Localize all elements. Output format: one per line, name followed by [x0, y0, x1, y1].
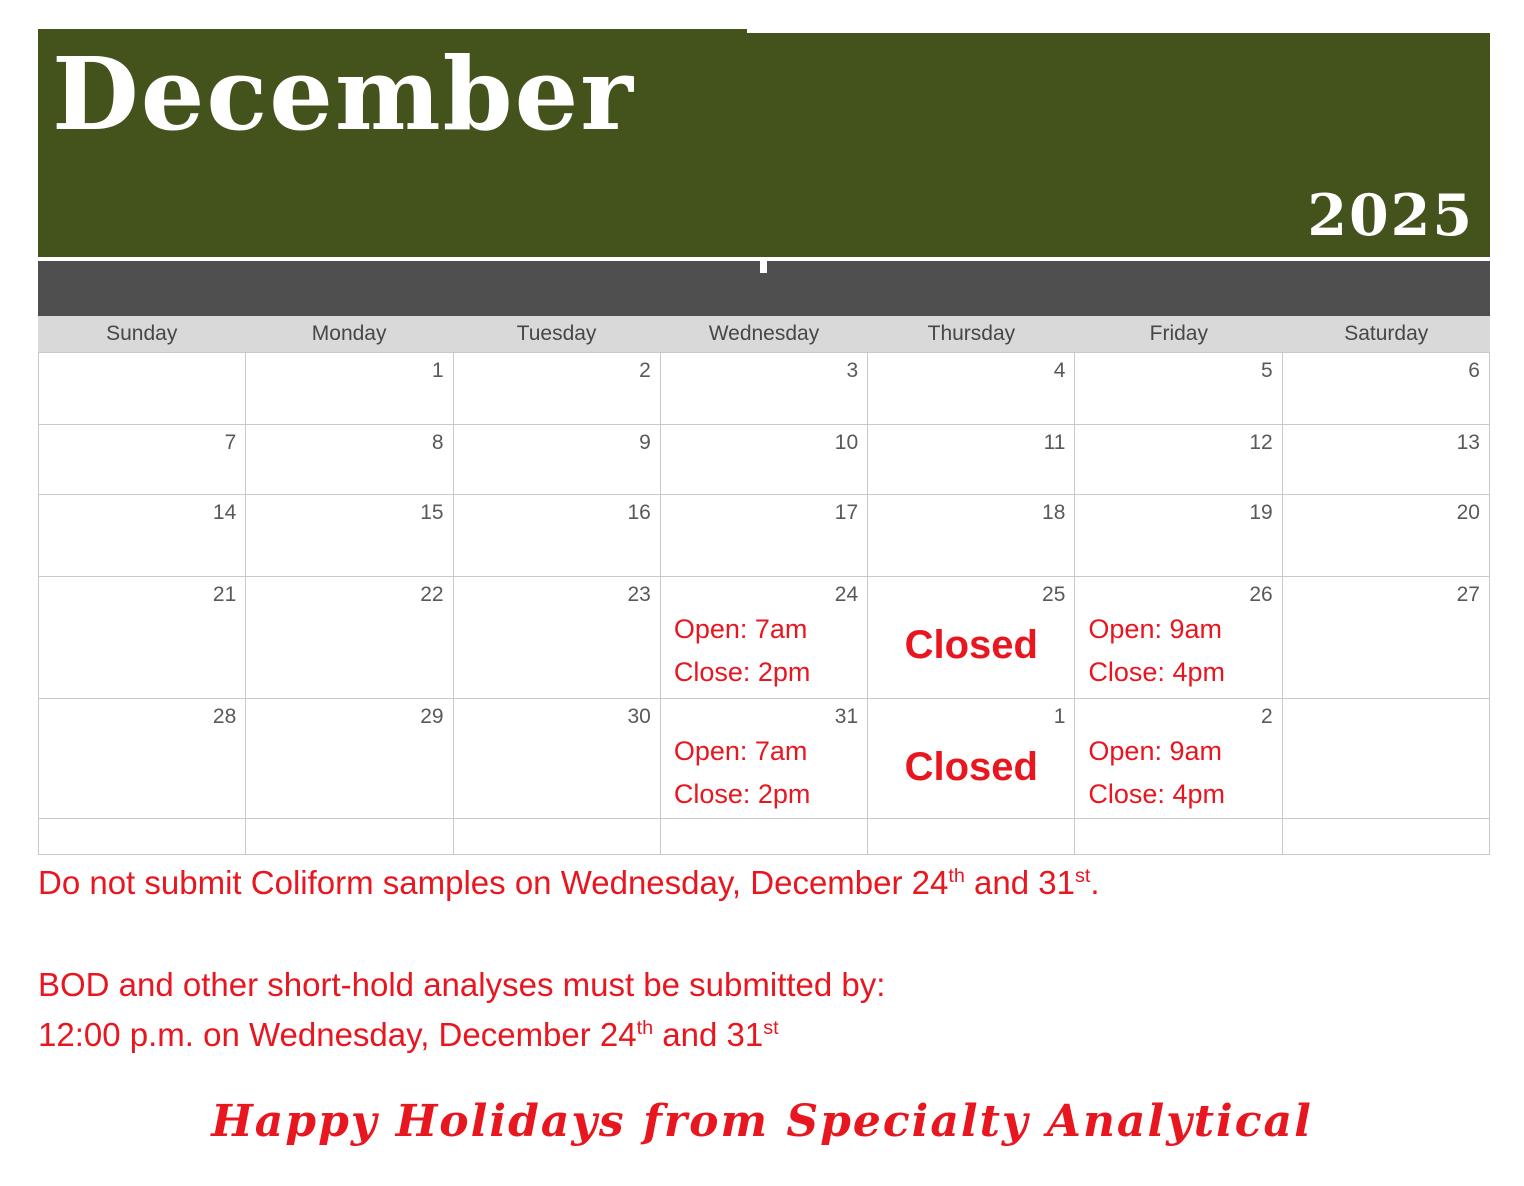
- calendar-cell-13: [1282, 425, 1490, 494]
- day-header-friday: Friday: [1149, 322, 1208, 345]
- calendar-cell-2: [453, 353, 660, 424]
- hours-line: Close: 4pm: [1088, 657, 1225, 687]
- week-row-1: [38, 353, 1490, 425]
- date-number: 19: [1249, 501, 1273, 524]
- date-number: 8: [431, 431, 444, 454]
- calendar-cell-5: [1074, 353, 1281, 424]
- week-row-2: [38, 425, 1490, 495]
- note-text: and 31: [653, 1016, 764, 1053]
- superscript-text: th: [636, 1017, 654, 1039]
- date-number: 1: [1053, 705, 1066, 728]
- calendar-cell-empty: [1282, 699, 1490, 818]
- calendar-cell-18: [867, 495, 1074, 576]
- month-title: December: [52, 35, 635, 153]
- calendar-cell-19: [1074, 495, 1281, 576]
- date-number: 5: [1261, 359, 1273, 382]
- bod-note-line1: BOD and other short-hold analyses must be submitted by:: [38, 966, 886, 1003]
- date-number: 15: [420, 501, 444, 524]
- hours-line: Open: 7am: [673, 736, 808, 766]
- date-number: 3: [846, 359, 859, 382]
- date-number: 30: [627, 705, 651, 728]
- date-number: 1: [431, 359, 444, 382]
- day-header-wednesday: Wednesday: [708, 322, 820, 345]
- date-number: 21: [212, 583, 237, 606]
- divider-notch: [760, 259, 767, 273]
- calendar-cell-2: [1074, 699, 1281, 818]
- date-number: 9: [639, 431, 651, 454]
- closed-label: Closed: [904, 623, 1038, 667]
- calendar-cell-empty: [1074, 819, 1281, 854]
- calendar-cell-1: [245, 353, 452, 424]
- date-number: 10: [834, 431, 859, 454]
- day-header-tuesday: Tuesday: [516, 322, 597, 345]
- date-number: 31: [834, 705, 859, 728]
- date-number: 23: [627, 583, 651, 606]
- date-number: [246, 819, 452, 824]
- calendar-cell-7: [38, 425, 245, 494]
- day-header-saturday: Saturday: [1344, 322, 1429, 345]
- hours-line: Close: 4pm: [1088, 779, 1225, 809]
- calendar-cell-empty: [38, 819, 245, 854]
- day-header-sunday: Sunday: [106, 322, 178, 345]
- hours-line: Open: 9am: [1088, 736, 1222, 766]
- date-number: 18: [1042, 501, 1066, 524]
- year-label: 2025: [1307, 182, 1474, 249]
- date-number: 26: [1249, 583, 1273, 606]
- date-number: 20: [1456, 501, 1480, 524]
- calendar-cell-empty: [38, 353, 245, 424]
- date-number: [454, 819, 660, 824]
- date-number: 2: [1261, 705, 1273, 728]
- calendar-cell-empty: [245, 819, 452, 854]
- bod-note: [38, 960, 885, 1060]
- bod-note-line2: [38, 1010, 885, 1060]
- calendar-cell-empty: [453, 819, 660, 854]
- day-header-thursday: Thursday: [927, 322, 1016, 345]
- date-number: 16: [627, 501, 651, 524]
- date-number: [39, 353, 245, 358]
- date-number: 4: [1053, 359, 1066, 382]
- calendar-cell-16: [453, 495, 660, 576]
- date-number: 22: [420, 583, 444, 606]
- calendar-cell-11: [867, 425, 1074, 494]
- date-number: 28: [212, 705, 237, 728]
- calendar-cell-27: [1282, 577, 1490, 698]
- week-row-4: [38, 577, 1490, 699]
- calendar-cell-24: [660, 577, 867, 698]
- week-row-3: [38, 495, 1490, 577]
- date-number: 7: [224, 431, 237, 454]
- note-text: 12:00 p.m. on Wednesday, December 24: [38, 1016, 637, 1053]
- hours-line: Open: 7am: [673, 614, 808, 644]
- dark-divider-bar: [38, 261, 1490, 316]
- calendar-cell-10: [660, 425, 867, 494]
- date-number: [1283, 819, 1489, 824]
- calendar-cell-empty: [1282, 819, 1490, 854]
- calendar-cell-25: [867, 577, 1074, 698]
- calendar-cell-29: [245, 699, 452, 818]
- date-number: [39, 819, 245, 824]
- superscript-text: st: [763, 1017, 779, 1039]
- note-text: .: [1090, 864, 1100, 901]
- day-of-week-row: [38, 316, 1490, 352]
- coliform-note: [38, 862, 1100, 904]
- calendar-cell-30: [453, 699, 660, 818]
- closed-label: Closed: [904, 745, 1038, 789]
- calendar-cell-17: [660, 495, 867, 576]
- date-number: 14: [212, 501, 237, 524]
- date-number: 12: [1249, 431, 1273, 454]
- title-banner: [38, 29, 1490, 257]
- calendar-cell-14: [38, 495, 245, 576]
- calendar-cell-12: [1074, 425, 1281, 494]
- calendar-cell-4: [867, 353, 1074, 424]
- week-row-6: [38, 819, 1490, 855]
- calendar-cell-21: [38, 577, 245, 698]
- date-number: [1283, 699, 1489, 704]
- calendar-cell-22: [245, 577, 452, 698]
- date-number: 17: [834, 501, 859, 524]
- calendar-cell-1: [867, 699, 1074, 818]
- calendar-cell-26: [1074, 577, 1281, 698]
- hours-line: Close: 2pm: [673, 779, 811, 809]
- superscript-text: th: [948, 865, 965, 887]
- calendar-cell-8: [245, 425, 452, 494]
- week-row-5: [38, 699, 1490, 819]
- calendar-cell-3: [660, 353, 867, 424]
- date-number: 27: [1456, 583, 1480, 606]
- day-header-monday: Monday: [311, 322, 387, 345]
- calendar-cell-6: [1282, 353, 1490, 424]
- calendar-cell-empty: [867, 819, 1074, 854]
- date-number: 2: [639, 359, 651, 382]
- date-number: 6: [1468, 359, 1480, 382]
- calendar-cell-20: [1282, 495, 1490, 576]
- date-number: [661, 819, 867, 824]
- date-number: 29: [420, 705, 444, 728]
- date-number: 13: [1456, 431, 1480, 454]
- hours-line: Close: 2pm: [673, 657, 811, 687]
- note-text: Do not submit Coliform samples on Wednesday, December 24: [38, 864, 949, 901]
- banner-top-notch: [747, 29, 1490, 33]
- calendar-cell-9: [453, 425, 660, 494]
- calendar-cell-15: [245, 495, 452, 576]
- hours-line: Open: 9am: [1088, 614, 1222, 644]
- calendar-grid: [38, 352, 1490, 855]
- calendar-cell-28: [38, 699, 245, 818]
- superscript-text: st: [1074, 865, 1091, 887]
- calendar-cell-23: [453, 577, 660, 698]
- date-number: [1075, 819, 1281, 824]
- date-number: 25: [1042, 583, 1066, 606]
- calendar-cell-31: [660, 699, 867, 818]
- calendar-cell-empty: [660, 819, 867, 854]
- note-text: and 31: [964, 864, 1075, 901]
- date-number: 24: [834, 583, 859, 606]
- closing-message: Happy Holidays from Specialty Analytical: [211, 1096, 1313, 1147]
- date-number: [868, 819, 1074, 824]
- date-number: 11: [1043, 431, 1066, 454]
